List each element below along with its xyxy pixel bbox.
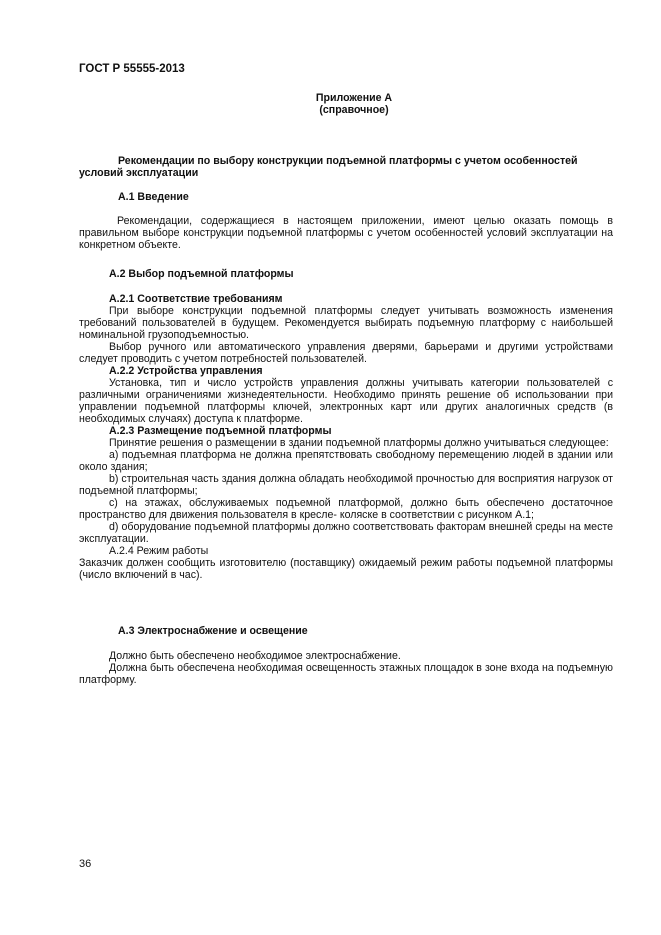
section-a1-body [79,215,613,251]
subsection-a22-title: А.2.2 Устройства управления [109,365,263,377]
appendix-type: (справочное) [319,104,389,116]
subsection-a23-paragraph: Принятие решения о размещении в здании подъемной платформы должно учитываться следующее: [109,437,609,449]
list-item-d: d) оборудование подъемной платформы должно соответствовать факторам внешней среды на месте эксплуатации. [79,521,613,545]
list-item-c: c) на этажах, обслуживаемых подъемной платформой, должно быть обеспечено достаточное пространство для движения пользователя в кресле- коляске в соответствии с рисунком А.1; [79,497,613,521]
subsection-a21-paragraph2: Выбор ручного или автоматического управления дверями, барьерами и другими устройствами следует проводить с учетом потребностей пользователей. [79,341,613,365]
list-item-a: а) подъемная платформа не должна препятствовать свободному перемещению людей в здании или около здания; [79,449,613,473]
section-a3-body [79,650,613,686]
section-a1-paragraph: Рекомендации, содержащиеся в настоящем приложении, имеют целью оказать помощь в правильном выборе конструкции подъемной платформы с учетом особенностей условий эксплуатации на конкретном объекте. [79,215,613,251]
standard-code: ГОСТ Р 55555-2013 [79,63,185,75]
section-a3-title: А.3 Электроснабжение и освещение [118,625,308,637]
appendix-heading-line1: Рекомендации по выбору конструкции подъемной платформы с учетом особенностей [118,155,578,167]
section-a1-title: А.1 Введение [118,191,189,203]
appendix-title: Приложение А [315,92,393,104]
subsection-a23-title: А.2.3 Размещение подъемной платформы [109,425,332,437]
subsection-a21-title: А.2.1 Соответствие требованиям [109,293,283,305]
list-item-b: b) строительная часть здания должна обладать необходимой прочностью для восприятия нагрузок от подъемной платформы; [79,473,613,497]
section-a2-title: А.2 Выбор подъемной платформы [109,268,294,280]
section-a2-body [79,293,613,581]
subsection-a22-paragraph: Установка, тип и число устройств управления должны учитывать категории пользователей с различными ограничениями жизнедеятельности. Необходимо принять решение об использовании при управлении подъемной платформы ключей, электронных карт или других аналогичных средств (в необходимых случаях) доступа к платформе. [79,377,613,425]
subsection-a24-title: А.2.4 Режим работы [109,545,209,557]
subsection-a24-paragraph: Заказчик должен сообщить изготовителю (поставщику) ожидаемый режим работы подъемной платформы (число включений в час). [79,557,613,581]
section-a3-paragraph1: Должно быть обеспечено необходимое электроснабжение. [109,650,401,662]
subsection-a21-paragraph1: При выборе конструкции подъемной платформы следует учитывать возможность изменения требований пользователей в будущем. Рекомендуется выбирать подъемную платформу с наибольшей номинальной грузоподъемностью. [79,305,613,341]
page-number: 36 [79,858,92,870]
appendix-heading-line2: условий эксплуатации [79,167,199,179]
section-a3-paragraph2: Должна быть обеспечена необходимая освещенность этажных площадок в зоне входа на подъемную платформу. [79,662,613,686]
